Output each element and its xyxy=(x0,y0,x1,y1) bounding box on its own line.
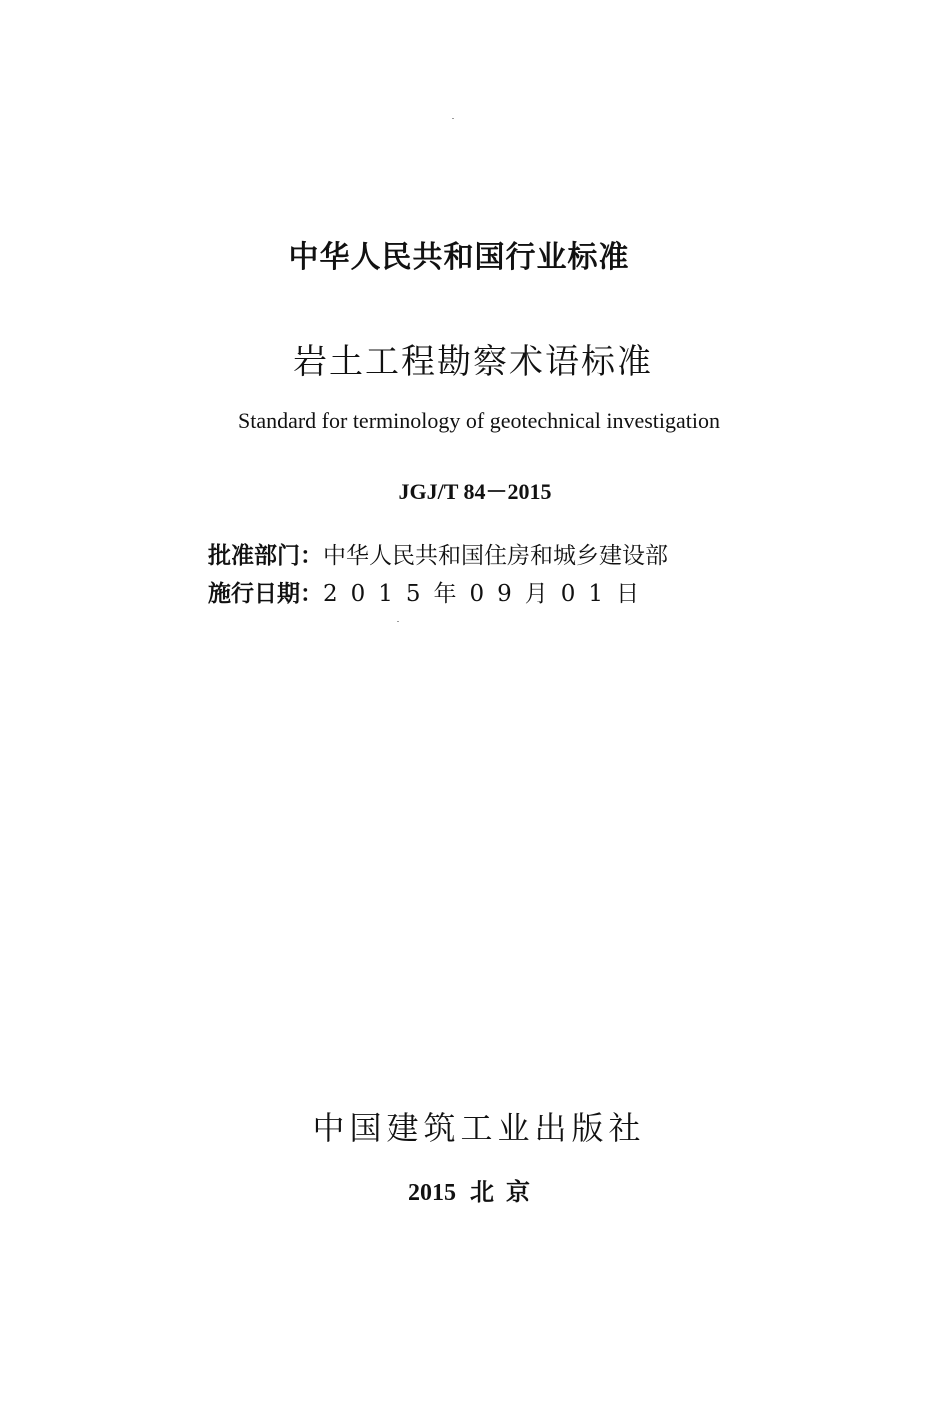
approval-department xyxy=(208,537,768,570)
standard-category: 中华人民共和国行业标准 xyxy=(288,240,630,275)
publisher-name: 中国建筑工业出版社 xyxy=(312,1109,646,1147)
standard-code: JGJ/T 84－2015 xyxy=(398,479,552,504)
approval-label: 批准部门： xyxy=(208,543,323,569)
effective-date xyxy=(208,575,768,608)
scan-speck xyxy=(452,118,454,119)
publication-year: 2015 xyxy=(408,1180,456,1206)
title-chinese: 岩土工程勘察术语标准 xyxy=(293,342,653,382)
publication-city: 北京 xyxy=(470,1178,542,1206)
title-english: Standard for terminology of geotechnical investigation xyxy=(237,408,721,433)
publication-year-city xyxy=(0,1172,950,1207)
approval-value: 中华人民共和国住房和城乡建设部 xyxy=(323,543,668,569)
effective-value: 2015年09月01日 xyxy=(323,581,653,607)
effective-label: 施行日期： xyxy=(208,581,323,607)
scan-speck xyxy=(397,621,399,622)
